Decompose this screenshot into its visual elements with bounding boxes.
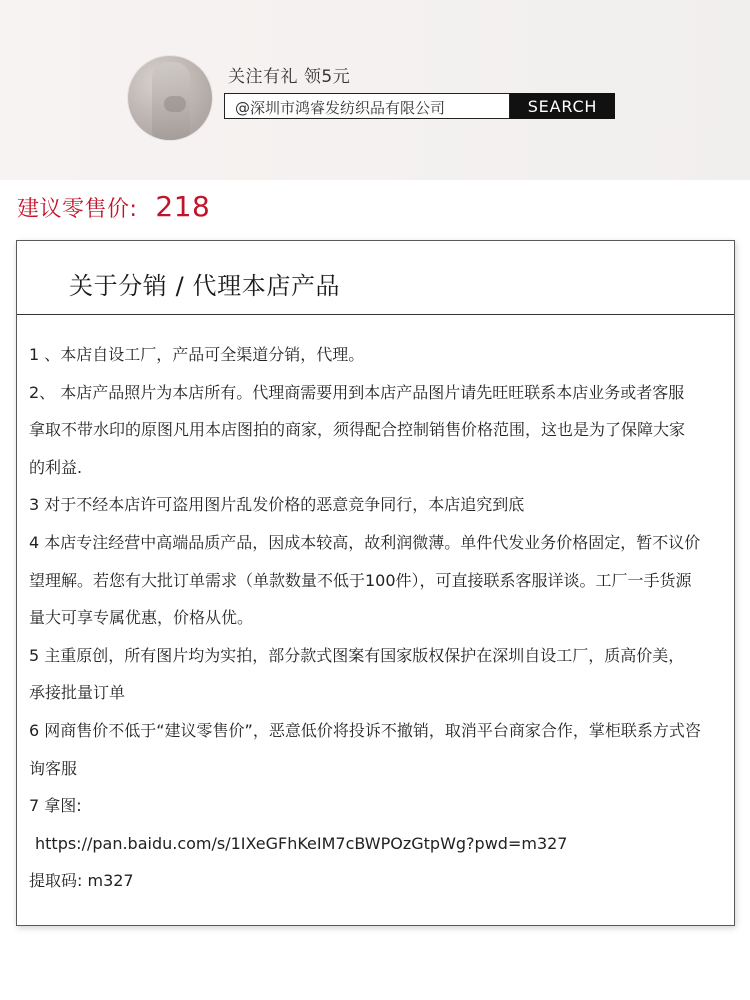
panel-title: 关于分销 / 代理本店产品 xyxy=(69,272,341,300)
price-label: 建议零售价: xyxy=(17,197,138,222)
store-avatar[interactable] xyxy=(128,56,212,140)
panel-divider xyxy=(17,314,734,315)
store-search-input[interactable]: @深圳市鸿睿发纺织品有限公司 xyxy=(224,93,510,119)
policy-line: 7 拿图: xyxy=(29,796,82,816)
download-link[interactable]: https://pan.baidu.com/s/1IXeGFhKeIM7cBWPOzGtpWg?pwd=m327 xyxy=(35,833,568,853)
distribution-info-panel xyxy=(16,240,735,926)
avatar-model-hand xyxy=(164,96,186,112)
search-button[interactable]: SEARCH xyxy=(510,93,615,119)
price-value: 218 xyxy=(155,190,211,223)
policy-line: 1 、本店自设工厂，产品可全渠道分销，代理。 xyxy=(29,345,365,364)
policy-line: 询客服 xyxy=(29,758,78,778)
suggested-retail-price xyxy=(17,190,210,223)
policy-line: 承接批量订单 xyxy=(29,683,126,703)
policy-line: 量大可享专属优惠，价格从优。 xyxy=(29,608,254,628)
store-banner xyxy=(0,0,750,180)
policy-list xyxy=(29,341,729,905)
policy-line: 5 主重原创，所有图片均为实拍，部分款式图案有国家版权保护在深圳自设工厂，质高价美， xyxy=(29,645,685,665)
policy-line: 2、 本店产品照片为本店所有。代理商需要用到本店产品图片请先旺旺联系本店业务或者客服 xyxy=(29,382,685,402)
extraction-code: 提取码: m327 xyxy=(29,871,134,891)
policy-line: 拿取不带水印的原图凡用本店图拍的商家，须得配合控制销售价格范围，这也是为了保障大家 xyxy=(29,420,686,440)
policy-line: 4 本店专注经营中高端品质产品，因成本较高，故利润微薄。单件代发业务价格固定，暂不议价 xyxy=(29,532,701,552)
policy-line: 6 网商售价不低于“建议零售价”，恶意低价将投诉不撤销，取消平台商家合作，掌柜联系方式咨 xyxy=(29,720,701,740)
policy-line: 望理解。若您有大批订单需求（单款数量不低于100件），可直接联系客服详谈。工厂一手货源 xyxy=(29,570,692,590)
policy-line: 3 对于不经本店许可盗用图片乱发价格的恶意竞争同行，本店追究到底 xyxy=(29,495,525,515)
follow-reward-text: 关注有礼 领5元 xyxy=(228,67,351,87)
policy-line: 的利益. xyxy=(29,457,83,477)
